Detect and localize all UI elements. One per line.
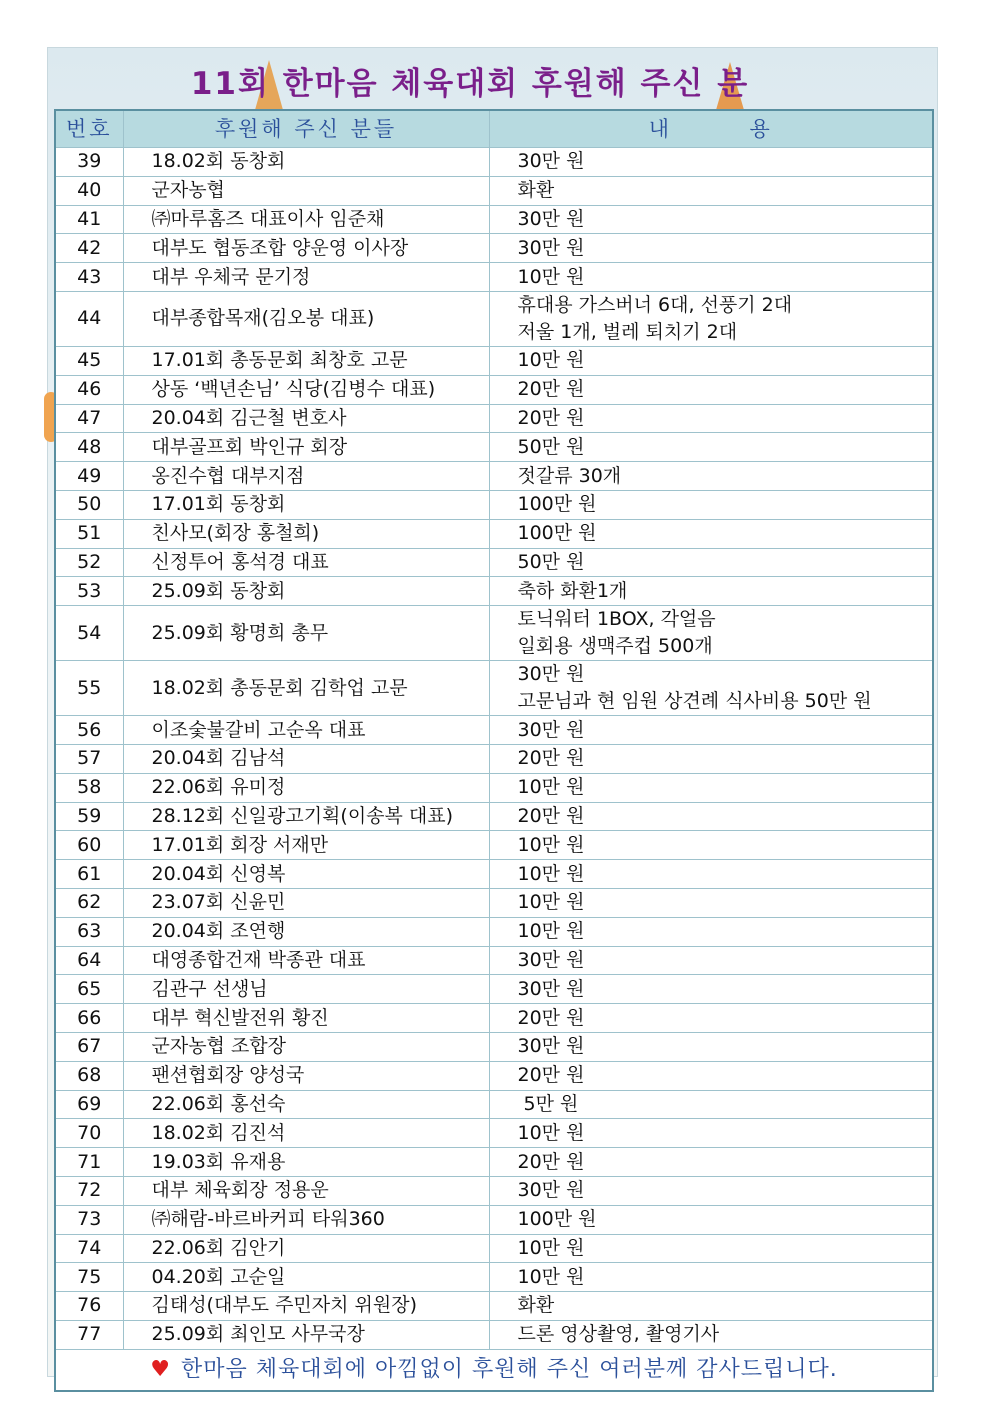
donation-content	[489, 404, 933, 433]
donation-content-line: 20만 원	[517, 747, 585, 770]
row-number: 61	[55, 860, 123, 889]
donation-content-line: 20만 원	[517, 406, 585, 429]
donation-content	[489, 1090, 933, 1119]
donation-content-line: 고문님과 현 임원 상견례 식사비용 50만 원	[517, 690, 872, 713]
donation-content-line: 축하 화환1개	[517, 579, 628, 602]
sponsor-name: 25.09회 최인모 사무국장	[123, 1320, 489, 1349]
table-row	[55, 744, 933, 773]
sponsor-name: 19.03회 유재용	[123, 1148, 489, 1177]
donation-content	[489, 346, 933, 375]
sponsor-name: 25.09회 황명희 총무	[123, 606, 489, 661]
donation-content	[489, 433, 933, 462]
table-row	[55, 1320, 933, 1349]
sponsor-name: 22.06회 유미정	[123, 773, 489, 802]
table-row	[55, 975, 933, 1004]
donation-content-line: 10만 원	[517, 833, 585, 856]
table-row	[55, 773, 933, 802]
sponsor-name: 군자농협 조합장	[123, 1032, 489, 1061]
sponsor-name: 25.09회 동창회	[123, 577, 489, 606]
header-content: 내 용	[489, 110, 933, 148]
donation-content-line: 30만 원	[517, 1035, 585, 1058]
row-number: 51	[55, 519, 123, 548]
sponsor-name: 친사모(회장 홍철희)	[123, 519, 489, 548]
sponsor-name: 대부도 협동조합 양운영 이사장	[123, 234, 489, 263]
donation-content	[489, 577, 933, 606]
donation-content	[489, 831, 933, 860]
sponsor-name: ㈜해람-바르바커피 타워360	[123, 1205, 489, 1234]
row-number: 42	[55, 234, 123, 263]
row-number: 76	[55, 1292, 123, 1321]
row-number: 45	[55, 346, 123, 375]
table-row	[55, 1176, 933, 1205]
donation-content-line: 30만 원	[517, 663, 585, 686]
donation-content	[489, 375, 933, 404]
row-number: 60	[55, 831, 123, 860]
donation-content	[489, 1032, 933, 1061]
donation-content-line: 30만 원	[517, 150, 585, 173]
donation-content-line: 30만 원	[517, 948, 585, 971]
table-row	[55, 831, 933, 860]
row-number: 50	[55, 490, 123, 519]
donation-content-line: 20만 원	[517, 1006, 585, 1029]
table-row	[55, 1205, 933, 1234]
row-number: 73	[55, 1205, 123, 1234]
table-row	[55, 519, 933, 548]
table-row	[55, 716, 933, 745]
table-row	[55, 205, 933, 234]
donation-content-line: 30만 원	[517, 718, 585, 741]
donation-content	[489, 1176, 933, 1205]
table-row	[55, 291, 933, 346]
donation-content	[489, 917, 933, 946]
donation-content	[489, 148, 933, 177]
donation-content-line: 일회용 생맥주컵 500개	[517, 635, 713, 658]
sponsor-name: 대부 혁신발전위 황진	[123, 1004, 489, 1033]
donation-content-line: 10만 원	[517, 1236, 585, 1259]
sponsor-name: 22.06회 홍선숙	[123, 1090, 489, 1119]
donation-content-line: 30만 원	[517, 1179, 585, 1202]
donation-content-line: 100만 원	[517, 493, 597, 516]
donation-content	[489, 291, 933, 346]
header-no: 번호	[55, 110, 123, 148]
row-number: 39	[55, 148, 123, 177]
table-row	[55, 661, 933, 716]
donation-content-line: 드론 영상촬영, 촬영기사	[517, 1323, 720, 1346]
donation-content-line: 10만 원	[517, 1265, 585, 1288]
sponsor-name: 상동 ‘백년손님’ 식당(김병수 대표)	[123, 375, 489, 404]
donation-content-line: 30만 원	[517, 207, 585, 230]
sponsor-name: 20.04회 김남석	[123, 744, 489, 773]
sponsor-table	[54, 109, 934, 1392]
row-number: 64	[55, 946, 123, 975]
donation-content	[489, 860, 933, 889]
sponsor-name: 김관구 선생님	[123, 975, 489, 1004]
table-row	[55, 1119, 933, 1148]
donation-content	[489, 1148, 933, 1177]
donation-content	[489, 716, 933, 745]
sponsor-name: 대영종합건재 박종관 대표	[123, 946, 489, 975]
donation-content	[489, 263, 933, 292]
donation-content-line: 젓갈류 30개	[517, 464, 622, 487]
row-number: 72	[55, 1176, 123, 1205]
donation-content	[489, 1234, 933, 1263]
sponsor-name: 대부골프회 박인규 회장	[123, 433, 489, 462]
donation-content-line: 10만 원	[517, 891, 585, 914]
row-number: 62	[55, 888, 123, 917]
table-row	[55, 1148, 933, 1177]
donation-content	[489, 802, 933, 831]
sponsor-name: 22.06회 김안기	[123, 1234, 489, 1263]
table-footer-row	[55, 1349, 933, 1391]
donation-content	[489, 462, 933, 491]
table-row	[55, 888, 933, 917]
row-number: 46	[55, 375, 123, 404]
donation-content-line: 100만 원	[517, 1208, 597, 1231]
sponsor-name: 김태성(대부도 주민자치 위원장)	[123, 1292, 489, 1321]
donation-content	[489, 205, 933, 234]
table-row	[55, 176, 933, 205]
row-number: 54	[55, 606, 123, 661]
row-number: 48	[55, 433, 123, 462]
donation-content-line: 50만 원	[517, 550, 585, 573]
sponsor-name: 이조숯불갈비 고순옥 대표	[123, 716, 489, 745]
sponsor-name: ㈜마루홈즈 대표이사 임준채	[123, 205, 489, 234]
sponsor-name: 20.04회 조연행	[123, 917, 489, 946]
donation-content-line: 20만 원	[517, 1064, 585, 1087]
sponsor-name: 17.01회 동창회	[123, 490, 489, 519]
heart-icon: ♥	[150, 1357, 171, 1383]
table-row	[55, 548, 933, 577]
row-number: 40	[55, 176, 123, 205]
table-row	[55, 375, 933, 404]
table-body	[55, 148, 933, 1350]
row-number: 67	[55, 1032, 123, 1061]
table-row	[55, 1263, 933, 1292]
table-row	[55, 1292, 933, 1321]
row-number: 44	[55, 291, 123, 346]
donation-content	[489, 519, 933, 548]
table-row	[55, 1061, 933, 1090]
row-number: 65	[55, 975, 123, 1004]
donation-content	[489, 773, 933, 802]
row-number: 74	[55, 1234, 123, 1263]
donation-content-line: 10만 원	[517, 265, 585, 288]
sponsor-name: 20.04회 신영복	[123, 860, 489, 889]
donation-content-line: 화환	[517, 1294, 555, 1317]
row-number: 59	[55, 802, 123, 831]
sponsor-name: 17.01회 총동문회 최창호 고문	[123, 346, 489, 375]
sponsor-name: 20.04회 김근철 변호사	[123, 404, 489, 433]
donation-content-line: 10만 원	[517, 1121, 585, 1144]
donation-content	[489, 1320, 933, 1349]
donation-content-line: 저울 1개, 벌레 퇴치기 2대	[517, 320, 738, 343]
donation-content	[489, 946, 933, 975]
table-row	[55, 917, 933, 946]
donation-content	[489, 1292, 933, 1321]
table-row	[55, 577, 933, 606]
table-row	[55, 404, 933, 433]
table-row	[55, 433, 933, 462]
table-row	[55, 490, 933, 519]
donation-content-line: 30만 원	[517, 977, 585, 1000]
donation-content-line: 20만 원	[517, 804, 585, 827]
donation-content-line: 10만 원	[517, 776, 585, 799]
row-number: 58	[55, 773, 123, 802]
table-row	[55, 1032, 933, 1061]
sponsor-name: 신정투어 홍석경 대표	[123, 548, 489, 577]
table-row	[55, 802, 933, 831]
donation-content	[489, 661, 933, 716]
table-row	[55, 234, 933, 263]
donation-content-line: 20만 원	[517, 378, 585, 401]
sponsor-name: 28.12회 신일광고기획(이송복 대표)	[123, 802, 489, 831]
donation-content-line: 50만 원	[517, 435, 585, 458]
table-header-row	[55, 110, 933, 148]
row-number: 75	[55, 1263, 123, 1292]
donation-content-line: 20만 원	[517, 1150, 585, 1173]
sponsor-name: 18.02회 동창회	[123, 148, 489, 177]
table-row	[55, 860, 933, 889]
sponsor-name: 대부 체육회장 정용운	[123, 1176, 489, 1205]
row-number: 47	[55, 404, 123, 433]
donation-content-line: 휴대용 가스버너 6대, 선풍기 2대	[517, 293, 793, 316]
row-number: 53	[55, 577, 123, 606]
row-number: 49	[55, 462, 123, 491]
sponsor-name: 대부종합목재(김오봉 대표)	[123, 291, 489, 346]
sponsor-name: 23.07회 신윤민	[123, 888, 489, 917]
donation-content	[489, 606, 933, 661]
donation-content	[489, 1205, 933, 1234]
donation-content-line: 토닉워터 1BOX, 각얼음	[517, 608, 716, 631]
table-row	[55, 1004, 933, 1033]
table-row	[55, 606, 933, 661]
row-number: 52	[55, 548, 123, 577]
donation-content	[489, 888, 933, 917]
donation-content	[489, 1119, 933, 1148]
row-number: 71	[55, 1148, 123, 1177]
row-number: 69	[55, 1090, 123, 1119]
donation-content	[489, 490, 933, 519]
donation-content	[489, 1004, 933, 1033]
table-row	[55, 946, 933, 975]
sponsor-name: 18.02회 김진석	[123, 1119, 489, 1148]
page-title: 11회 한마음 체육대회 후원해 주신 분	[190, 66, 750, 102]
sponsor-name: 04.20회 고순일	[123, 1263, 489, 1292]
donation-content-line: 30만 원	[517, 236, 585, 259]
donation-content-line: 100만 원	[517, 522, 597, 545]
donation-content-line: 5만 원	[517, 1092, 579, 1115]
donation-content	[489, 234, 933, 263]
table-row	[55, 462, 933, 491]
table-row	[55, 263, 933, 292]
header-name: 후원해 주신 분들	[123, 110, 489, 148]
row-number: 63	[55, 917, 123, 946]
row-number: 41	[55, 205, 123, 234]
donation-content-line: 10만 원	[517, 920, 585, 943]
row-number: 66	[55, 1004, 123, 1033]
donation-content	[489, 1061, 933, 1090]
donation-content	[489, 744, 933, 773]
donation-content-line: 10만 원	[517, 349, 585, 372]
row-number: 77	[55, 1320, 123, 1349]
thanks-text: 한마음 체육대회에 아낌없이 후원해 주신 여러분께 감사드립니다.	[180, 1357, 838, 1383]
row-number: 55	[55, 661, 123, 716]
sponsor-name: 군자농협	[123, 176, 489, 205]
donation-content	[489, 548, 933, 577]
row-number: 43	[55, 263, 123, 292]
sponsor-name: 17.01회 회장 서재만	[123, 831, 489, 860]
donation-content-line: 화환	[517, 179, 555, 202]
donation-content	[489, 1263, 933, 1292]
thanks-message	[55, 1349, 933, 1391]
table-row	[55, 346, 933, 375]
row-number: 70	[55, 1119, 123, 1148]
sponsor-name: 팬션협회장 양성국	[123, 1061, 489, 1090]
donation-content	[489, 176, 933, 205]
row-number: 57	[55, 744, 123, 773]
donation-content	[489, 975, 933, 1004]
row-number: 68	[55, 1061, 123, 1090]
table-row	[55, 148, 933, 177]
donation-content-line: 10만 원	[517, 862, 585, 885]
table-row	[55, 1090, 933, 1119]
table-row	[55, 1234, 933, 1263]
sponsor-name: 옹진수협 대부지점	[123, 462, 489, 491]
row-number: 56	[55, 716, 123, 745]
sponsor-name: 18.02회 총동문회 김학업 고문	[123, 661, 489, 716]
sponsor-name: 대부 우체국 문기정	[123, 263, 489, 292]
